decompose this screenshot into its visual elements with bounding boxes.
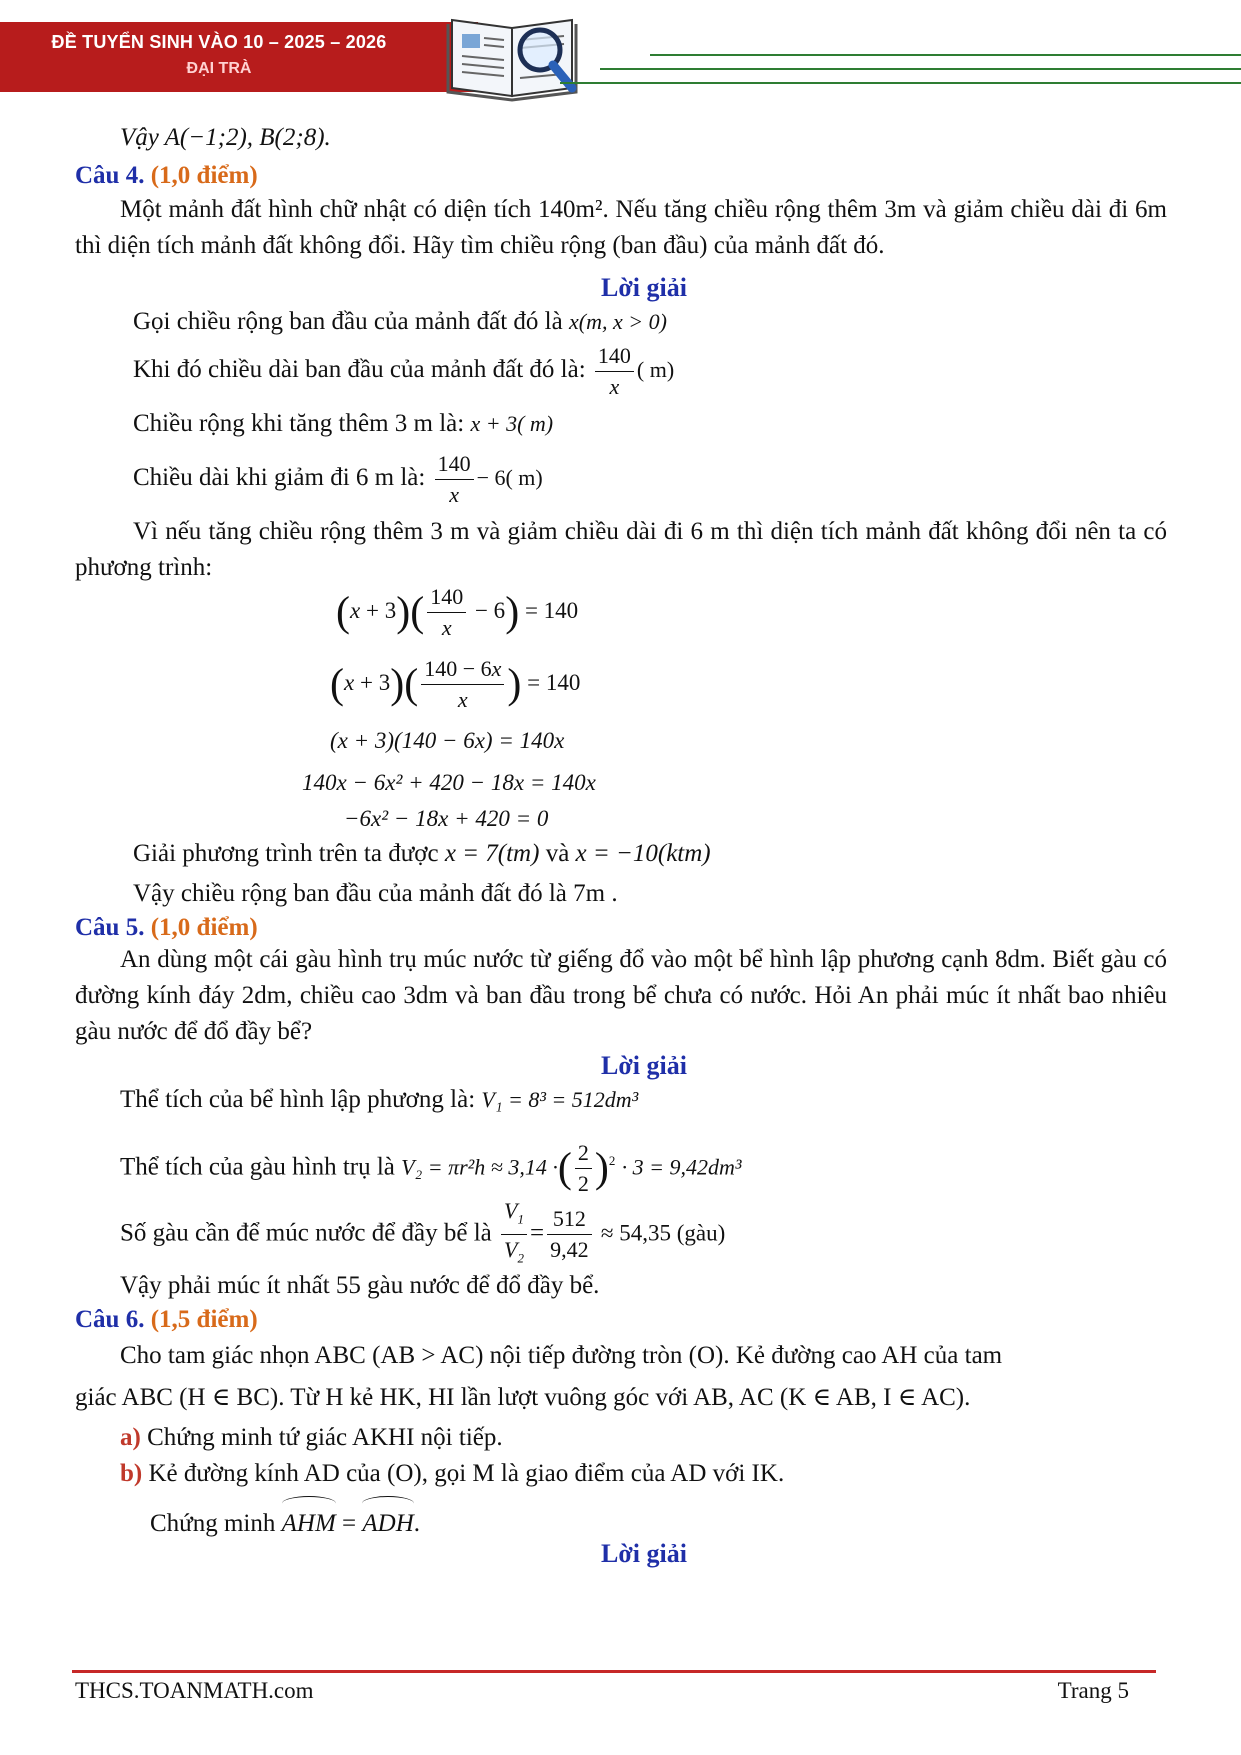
q4-label: Câu 4.	[75, 162, 145, 189]
q5-step-1	[120, 1082, 638, 1118]
q5-points: (1,0 điểm)	[150, 914, 258, 941]
q6-heading	[75, 1302, 258, 1338]
q4-step-1-text: Gọi chiều rộng ban đầu của mảnh đất đó là	[133, 308, 563, 335]
q6-part-a-text: Chứng minh tứ giác AKHI nội tiếp.	[147, 1424, 503, 1451]
q3-conclusion: Vậy A(−1;2), B(2;8).	[120, 124, 331, 151]
q6-part-b	[120, 1456, 784, 1492]
equation-4: 140x − 6x² + 420 − 18x = 140x	[302, 770, 596, 795]
angle-adh: ADH	[362, 1502, 413, 1542]
equation-5: −6x² − 18x + 420 = 0	[344, 806, 549, 831]
q5-heading	[75, 910, 258, 946]
exam-title: ĐỀ TUYỂN SINH VÀO 10 – 2025 – 2026	[51, 32, 387, 52]
q4-heading	[75, 158, 258, 194]
q5-step-3-text: Số gàu cần để múc nước để đầy bể là	[120, 1219, 492, 1247]
q5-step-1-math: V₁ = 8³ = 512dm³	[481, 1087, 639, 1112]
q4-conclusion: Vậy chiều rộng ban đầu của mảnh đất đó là 7m .	[133, 880, 618, 907]
q4-step-3-text: Chiều rộng khi tăng thêm 3 m là:	[133, 410, 465, 437]
q4-step-6-text: Giải phương trình trên ta được	[133, 840, 439, 867]
q4-step-5: Vì nếu tăng chiều rộng thêm 3 m và giảm chiều dài đi 6 m thì diện tích mảnh đất không đổi nên ta có phương trình:	[75, 518, 1167, 581]
q5-step-2-text: Thể tích của gàu hình trụ là	[120, 1153, 395, 1181]
q6-part-a	[120, 1420, 503, 1456]
q4-step-4-text: Chiều dài khi giảm đi 6 m là:	[133, 464, 426, 491]
q5-step-2: Thể tích của gàu hình trụ là V₂ = πr²h ≈ 3,14 ·( $\frac{2}{2}$ )$^2$ · 3 = 9,42dm³	[120, 1128, 741, 1200]
q5-step-3: Số gàu cần để múc nước để đầy bể là $\frac{V_1}{V_2}$ = $\frac{512}{9,42}$ ≈ 54,35 (gàu)	[120, 1196, 725, 1274]
q4-step-4: Chiều dài khi giảm đi 6 m là: $\frac{140}{x}$ − 6( m)	[133, 448, 543, 510]
fraction: $\frac{V_1}{V_2}$	[501, 1196, 527, 1274]
q4-step-3-math: x + 3( m)	[470, 411, 554, 436]
q4-step-2: Khi đó chiều dài ban đầu của mảnh đất đó là: $\frac{140}{x}$ ( m)	[133, 340, 674, 402]
fraction: $\frac{140}{x}$	[595, 341, 634, 402]
fraction: $\frac{140}{x}$	[435, 449, 474, 510]
q4-step-2-text: Khi đó chiều dài ban đầu của mảnh đất đó là:	[133, 356, 586, 383]
exam-type: ĐẠI TRÀ	[186, 60, 252, 77]
header-rule	[650, 54, 1241, 56]
q6-problem-line-2: giác ABC (H ∈ BC). Từ H kẻ HK, HI lần lượt vuông góc với AB, AC (K ∈ AB, I ∈ AC).	[75, 1384, 971, 1411]
angle-ahm: AHM	[282, 1502, 336, 1542]
footer-rule	[72, 1670, 1156, 1673]
equation-1: (x + 3)( $\frac{140}{x}$ − 6) = 140	[336, 584, 579, 640]
q6-solution-title: Lời giải	[601, 1539, 687, 1568]
q5-label: Câu 5.	[75, 914, 145, 941]
q6-part-b-prove: Chứng minh AHM = ADH.	[150, 1502, 420, 1542]
q4-step-1-math: x(m, x > 0)	[568, 309, 667, 334]
q4-step-1	[133, 304, 667, 340]
header-rule	[600, 68, 1241, 70]
footer-site: THCS.TOANMATH.com	[75, 1678, 314, 1703]
q4-and: và	[545, 840, 570, 867]
q6-part-b-prove-text: Chứng minh	[150, 1510, 276, 1537]
q5-step-1-text: Thể tích của bể hình lập phương là:	[120, 1086, 476, 1113]
q6-points: (1,5 điểm)	[150, 1306, 258, 1333]
header-banner	[0, 22, 478, 92]
fraction: $\frac{2}{2}$	[575, 1138, 592, 1199]
q6-problem-line-1: Cho tam giác nhọn ABC (AB > AC) nội tiếp đường tròn (O). Kẻ đường cao AH của tam	[120, 1342, 1003, 1369]
q5-step-3-math: ≈ 54,35 (gàu)	[600, 1220, 726, 1246]
q4-root-1: x = 7(tm)	[444, 840, 540, 867]
q5-solution-title: Lời giải	[601, 1051, 687, 1080]
q5-problem: An dùng một cái gàu hình trụ múc nước từ giếng đổ vào một bể hình lập phương cạnh 8dm. Biết gàu có đường kính đáy 2dm, chiều cao 3dm và ban đầu trong bể chưa có nước. Hỏi An phải múc ít nhất bao nhiêu gàu nước để đổ đầy bể?	[75, 946, 1167, 1045]
q4-solution-title: Lời giải	[601, 273, 687, 302]
page-number: Trang 5	[1057, 1678, 1129, 1703]
q6-part-b-label: b)	[120, 1460, 143, 1487]
q5-step-2-math-b: · 3 = 9,42dm³	[621, 1154, 742, 1180]
q5-step-2-math-a: V₂ = πr²h ≈ 3,14 ·	[401, 1154, 558, 1180]
q6-part-a-label: a)	[120, 1424, 141, 1451]
q6-label: Câu 6.	[75, 1306, 145, 1333]
fraction: $\frac{512}{9,42}$	[547, 1204, 592, 1265]
q4-problem: Một mảnh đất hình chữ nhật có diện tích 140m². Nếu tăng chiều rộng thêm 3m và giảm chiều dài đi 6m thì diện tích mảnh đất không đổi. Hãy tìm chiều rộng (ban đầu) của mảnh đất đó.	[75, 196, 1167, 259]
q6-part-b-text: Kẻ đường kính AD của (O), gọi M là giao điểm của AD với IK.	[148, 1460, 785, 1487]
q4-root-2: x = −10(ktm)	[575, 840, 711, 867]
q5-conclusion: Vậy phải múc ít nhất 55 gàu nước để đổ đầy bể.	[120, 1272, 600, 1299]
book-magnifier-icon	[440, 0, 590, 104]
equation-2: (x + 3)( $\frac{140 - 6x}{x}$ ) = 140	[330, 656, 581, 712]
equation-3: (x + 3)(140 − 6x) = 140x	[330, 728, 565, 753]
q4-step-6	[133, 836, 711, 872]
q4-points: (1,0 điểm)	[150, 162, 258, 189]
q4-step-3	[133, 406, 553, 442]
header-rule	[560, 82, 1241, 84]
